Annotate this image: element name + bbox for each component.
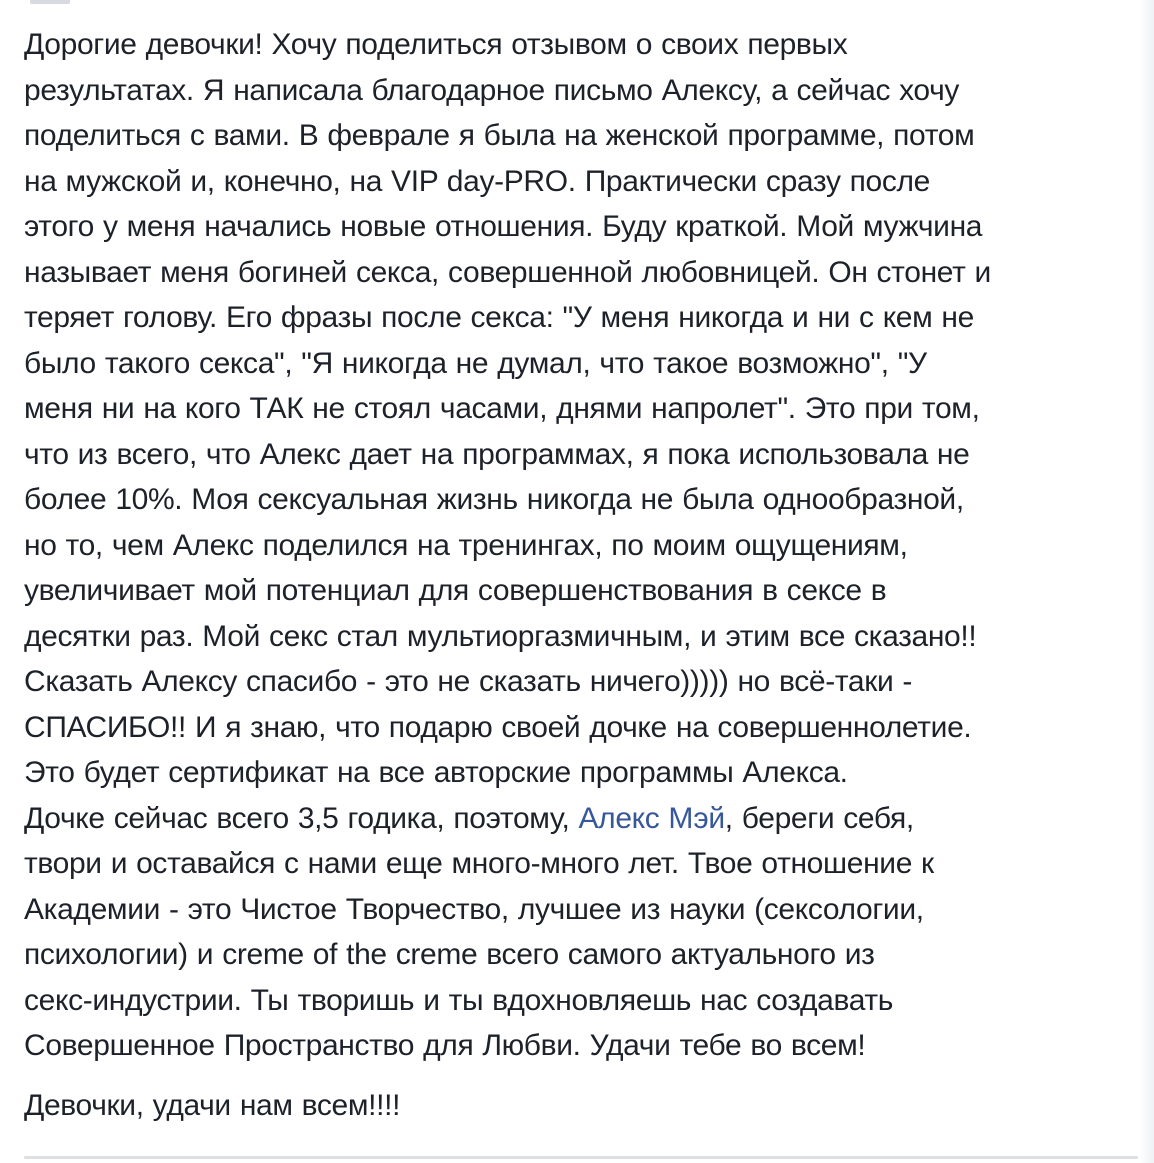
mention-line-before: Дочке сейчас всего 3,5 годика, поэтому, [24,801,579,835]
previous-element-edge [30,0,70,4]
mention-line-after: , береги себя, [724,801,914,835]
post-closing-line: Девочки, удачи нам всем!!!! [24,1088,401,1122]
post-line: что из всего, что Алекс дает на программах, я пока использовала не [24,437,970,471]
post-card-edge [1140,0,1154,1163]
post-text [24,22,1132,1128]
post-line: Это будет сертификат на все авторские программы Алекса. [24,756,848,789]
profile-mention-link[interactable]: Алекс Мэй [578,801,725,835]
post-line: Академии - это Чистое Творчество, лучшее из науки (сексологии, [24,892,924,926]
post-line: психологии) и creme of the creme всего самого актуального из [24,938,875,971]
post-line: твори и оставайся с нами еще много-много лет. Твое отношение к [24,847,934,880]
post-line: СПАСИБО!! И я знаю, что подарю своей дочке на совершеннолетие. [24,710,972,744]
post-line: более 10%. Моя сексуальная жизнь никогда не была однообразной, [24,483,964,516]
post-line-with-mention [24,796,1132,842]
post-line: было такого секса", "Я никогда не думал, что такое возможно", "У [24,346,927,380]
post-line: результатах. Я написала благодарное письмо Алексу, а сейчас хочу [24,73,960,107]
post-line: но то, чем Алекс поделился на тренингах, по моим ощущениям, [24,528,908,562]
post-line: секс-индустрии. Ты творишь и ты вдохновляешь нас создавать [24,983,894,1017]
post-footer-divider [24,1156,1138,1159]
post-line: Совершенное Пространство для Любви. Удачи тебе во всем! [24,1029,866,1062]
post-line: меня ни на кого ТАК не стоял часами, днями напролет". Это при том, [24,392,980,425]
post-line: Дорогие девочки! Хочу поделиться отзывом о своих первых [24,28,848,61]
post-line: увеличивает мой потенциал для совершенствования в сексе в [24,574,887,607]
post-line: теряет голову. Его фразы после секса: "У меня никогда и ни с кем не [24,301,974,334]
post-line: десятки раз. Мой секс стал мультиоргазмичным, и этим все сказано!! [24,619,977,653]
post-line: на мужской и, конечно, на VIP day-PRO. Практически сразу после [24,164,930,198]
post-line: этого у меня начались новые отношения. Буду краткой. Мой мужчина [24,210,983,243]
post-line: называет меня богиней секса, совершенной любовницей. Он стонет и [24,255,991,289]
post-line: Сказать Алексу спасибо - это не сказать ничего))))) но всё-таки - [24,665,913,698]
post-line: поделиться с вами. В феврале я была на женской программе, потом [24,119,975,152]
